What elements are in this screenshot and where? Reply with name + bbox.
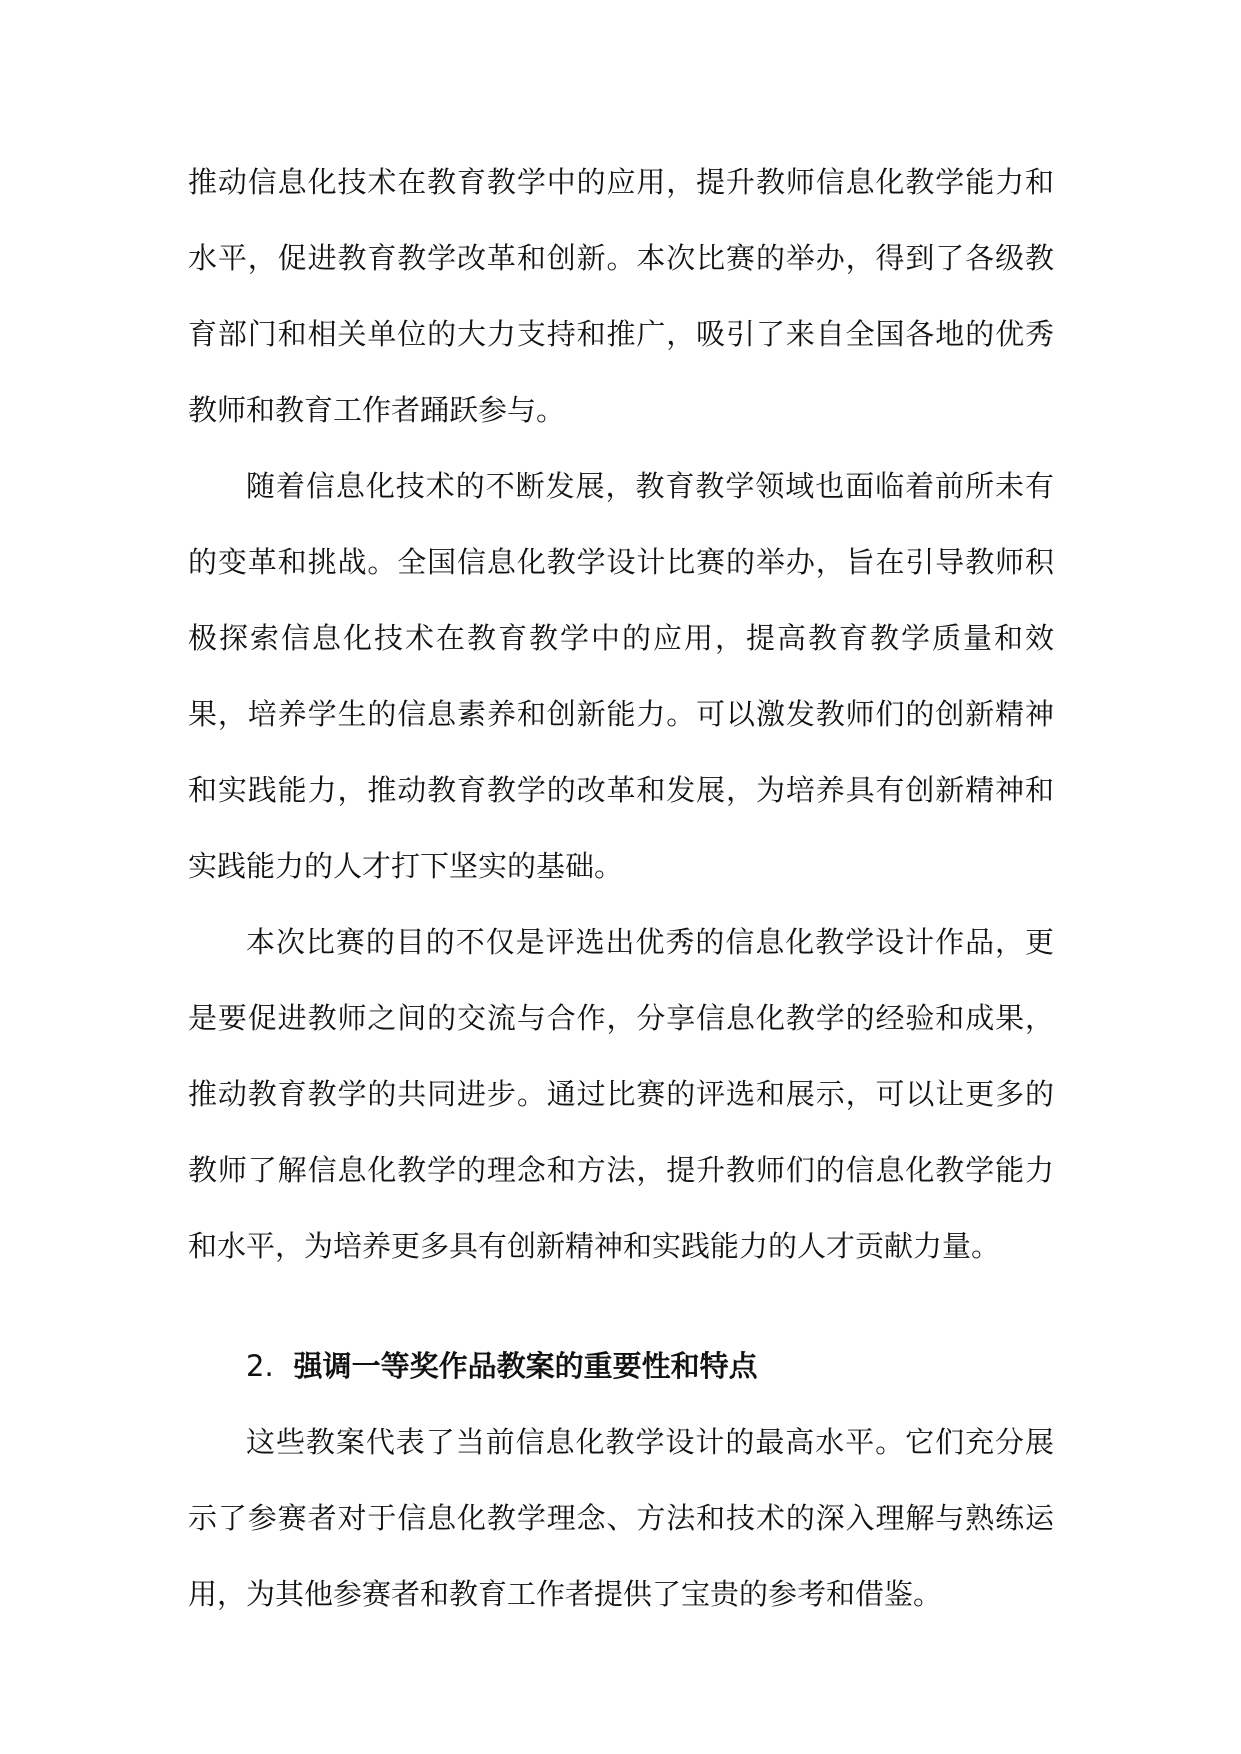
paragraph-background: 随着信息化技术的不断发展，教育教学领域也面临着前所未有的变革和挑战。全国信息化教学设计比赛的举办，旨在引导教师积极探索信息化技术在教育教学中的应用，提高教育教学质量和效果，培养学生的信息素养和创新能力。可以激发教师们的创新精神和实践能力，推动教育教学的改革和发展，为培养具有创新精神和实践能力的人才打下坚实的基础。 [188, 469, 1054, 883]
section-heading [188, 1328, 1054, 1404]
paragraph-importance: 这些教案代表了当前信息化教学设计的最高水平。它们充分展示了参赛者对于信息化教学理念、方法和技术的深入理解与熟练运用，为其他参赛者和教育工作者提供了宝贵的参考和借鉴。 [188, 1425, 1054, 1611]
document-body [188, 144, 1054, 1632]
paragraph-continuation: 推动信息化技术在教育教学中的应用，提升教师信息化教学能力和水平，促进教育教学改革和创新。本次比赛的举办，得到了各级教育部门和相关单位的大力支持和推广，吸引了来自全国各地的优秀教师和教育工作者踊跃参与。 [188, 165, 1054, 427]
section-number: 2. [246, 1349, 274, 1383]
paragraph-purpose: 本次比赛的目的不仅是评选出优秀的信息化教学设计作品，更是要促进教师之间的交流与合作，分享信息化教学的经验和成果，推动教育教学的共同进步。通过比赛的评选和展示，可以让更多的教师了解信息化教学的理念和方法，提升教师们的信息化教学能力和水平，为培养更多具有创新精神和实践能力的人才贡献力量。 [188, 925, 1054, 1263]
section-title: 强调一等奖作品教案的重要性和特点 [293, 1349, 758, 1383]
